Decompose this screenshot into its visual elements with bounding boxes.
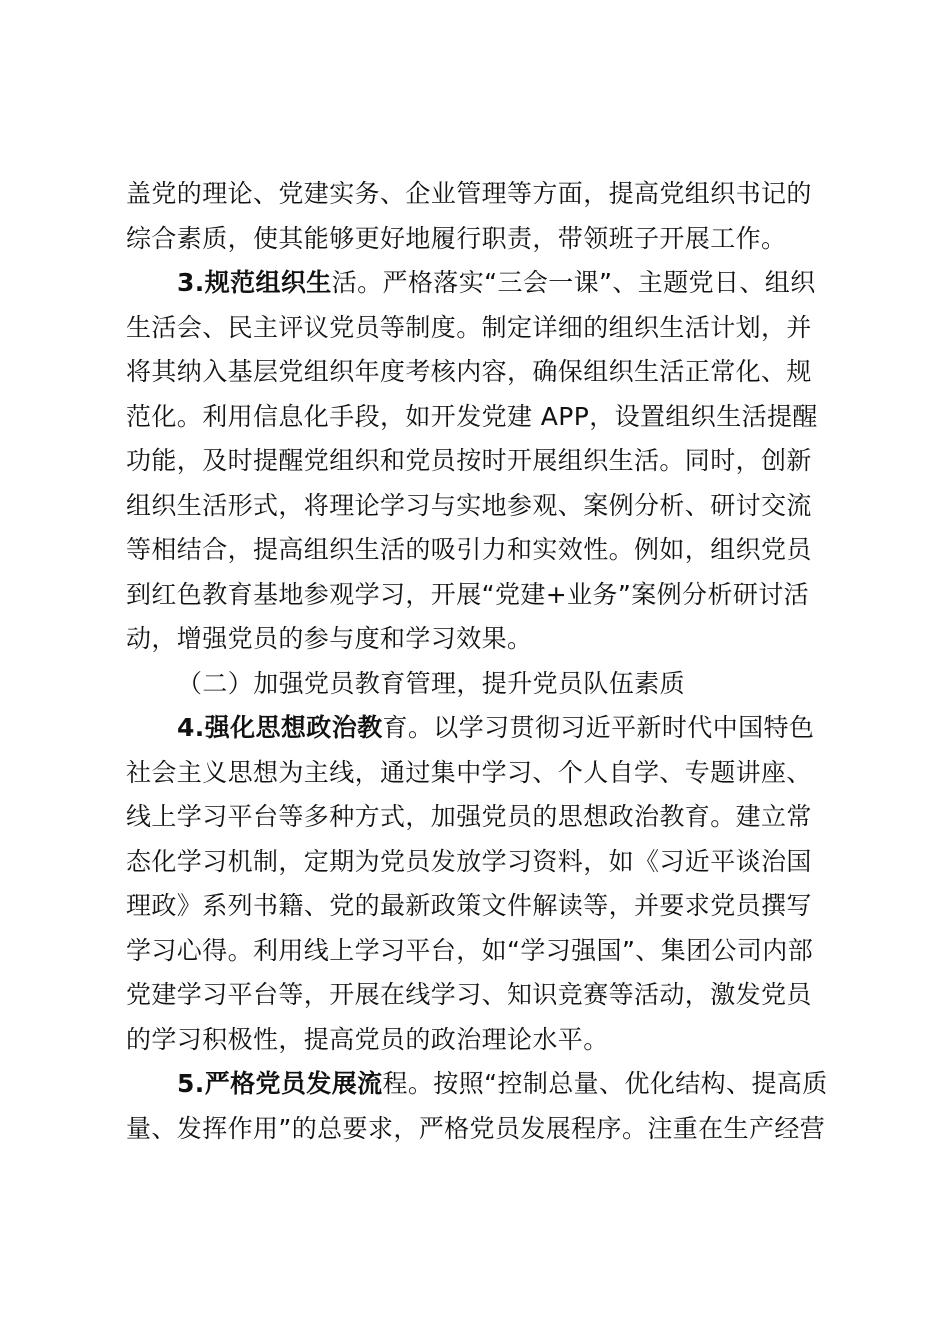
paragraph-first-line [126,261,826,306]
section-heading [126,662,826,707]
paragraph-first-line [126,1062,826,1107]
paragraph-heading: 3.规范组织生 [177,268,332,297]
text-line: 党建学习平台等，开展在线学习、知识竞赛等活动，激发党员 [126,980,812,1009]
text-line: 到红色教育基地参观学习，开展“党建+业务”案例分析研讨活 [126,579,810,609]
text-line: 态化学习机制，定期为党员发放学习资料，如《习近平谈治国 [126,846,812,876]
text-line: 学习心得。利用线上学习平台，如“学习强国”、集团公司内部 [126,935,814,965]
paragraph-organization-life [126,261,826,662]
text-line: 生活会、民主评议党员等制度。制定详细的组织生活计划，并 [126,312,812,342]
text-line: 盖党的理论、党建实务、企业管理等方面，提高党组织书记的 [126,179,812,208]
document-page [126,172,826,1151]
text-line: 量、发挥作用”的总要求，严格党员发展程序。注重在生产经营 [126,1113,826,1143]
text-line: 组织生活形式，将理论学习与实地参观、案例分析、研讨交流 [126,490,812,520]
paragraph-member-development [126,1062,826,1151]
text-line: 线上学习平台等多种方式，加强党员的思想政治教育。建立常 [126,802,812,831]
text-line: 的学习积极性，提高党员的政治理论水平。 [126,1024,609,1054]
paragraph-political-education [126,706,826,1062]
paragraph-heading: 4.强化思想政治教 [177,713,383,742]
paragraph-heading: 5.严格党员发展流 [177,1069,383,1098]
section-title: （二）加强党员教育管理，提升党员队伍素质 [177,668,686,698]
paragraph-heading-rest: 育。以学习贯彻习近平新时代中国特色 [382,713,815,742]
text-line: 动，增强党员的参与度和学习效果。 [126,624,533,653]
text-line: 功能，及时提醒党组织和党员按时开展组织生活。同时，创新 [126,446,812,475]
paragraph-heading-rest: 程。按照“控制总量、优化结构、提高质 [382,1069,828,1098]
text-line: 综合素质，使其能够更好地履行职责，带领班子开展工作。 [126,223,787,253]
paragraph-continuation [126,172,826,261]
text-line: 等相结合，提高组织生活的吸引力和实效性。例如，组织党员 [126,535,812,564]
paragraph-heading-rest: 活。严格落实“三会一课”、主题党日、组织 [331,268,816,297]
text-line: 范化。利用信息化手段，如开发党建 APP，设置组织生活提醒 [126,401,818,431]
text-line: 社会主义思想为主线，通过集中学习、个人自学、专题讲座、 [126,757,812,787]
text-line: 理政》系列书籍、党的最新政策文件解读等，并要求党员撰写 [126,891,812,920]
text-line: 将其纳入基层党组织年度考核内容，确保组织生活正常化、规 [126,357,812,386]
paragraph-first-line [126,706,826,751]
